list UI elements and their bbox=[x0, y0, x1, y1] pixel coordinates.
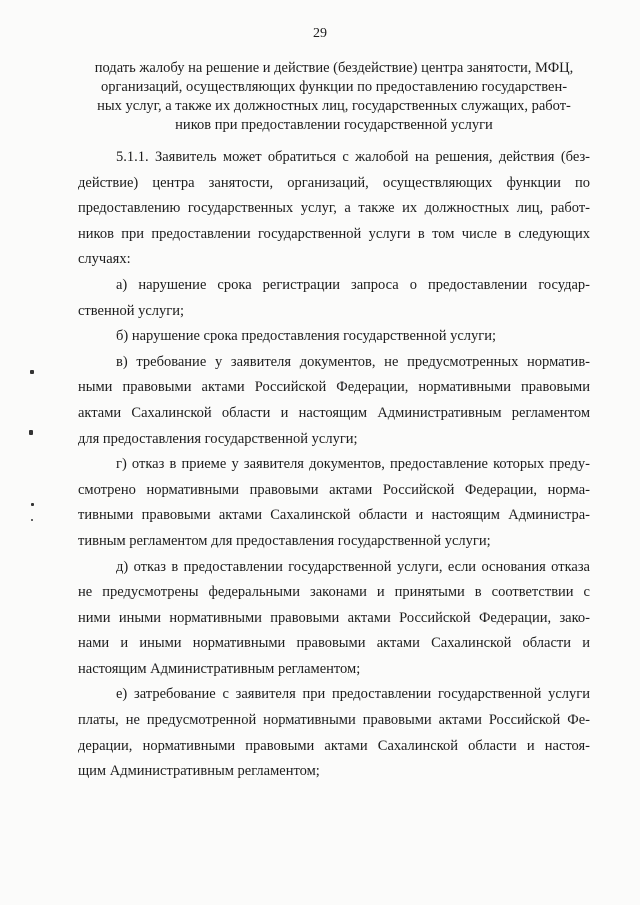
paragraph-line: тивными правовыми актами Сахалинской области и настоящим Администра- bbox=[78, 507, 590, 524]
paragraph-line: ственной услуги; bbox=[78, 302, 185, 319]
paragraph-line: для предоставления государственной услуги; bbox=[78, 430, 358, 447]
paragraph-line: г) отказ в приеме у заявителя документов, предоставление которых преду- bbox=[116, 456, 590, 473]
scan-speck bbox=[31, 503, 34, 506]
paragraph bbox=[78, 324, 590, 350]
paragraph-line: смотрено нормативными правовыми актами Российской Федерации, норма- bbox=[78, 481, 590, 498]
document-body bbox=[78, 145, 590, 785]
paragraph-line: дерации, нормативными правовыми актами Сахалинской области и настоя- bbox=[78, 737, 590, 754]
paragraph-line: платы, не предусмотренной нормативными правовыми актами Российской Фе- bbox=[78, 712, 590, 729]
paragraph-line: не предусмотрены федеральными законами и принятыми в соответствии с bbox=[78, 584, 590, 601]
paragraph-line: щим Административным регламентом; bbox=[78, 763, 320, 780]
scan-speck bbox=[30, 370, 34, 374]
paragraph-line: а) нарушение срока регистрации запроса о предоставлении государ- bbox=[116, 276, 590, 293]
paragraph bbox=[78, 273, 590, 324]
paragraph-line: д) отказ в предоставлении государственной услуги, если основания отказа bbox=[116, 558, 590, 575]
heading-line: подать жалобу на решение и действие (бездействие) центра занятости, МФЦ, bbox=[94, 60, 574, 76]
scan-speck bbox=[29, 430, 33, 435]
paragraph-line: случаях: bbox=[78, 251, 131, 268]
paragraph bbox=[78, 682, 590, 784]
heading-line: организаций, осуществляющих функции по предоставлению государствен- bbox=[100, 79, 568, 95]
paragraph-line: настоящим Административным регламентом; bbox=[78, 660, 361, 677]
paragraph-line: действие) центра занятости, организаций, осуществляющих функции по bbox=[78, 174, 590, 191]
section-heading bbox=[78, 59, 590, 135]
paragraph-line: ников при предоставлении государственной услуги в том числе в следующих bbox=[78, 225, 590, 242]
heading-line: ных услуг, а также их должностных лиц, государственных служащих, работ- bbox=[97, 98, 571, 114]
page-number: 29 bbox=[313, 26, 327, 41]
heading-line: ников при предоставлении государственной услуги bbox=[175, 117, 493, 133]
paragraph bbox=[78, 145, 590, 273]
paragraph bbox=[78, 555, 590, 683]
paragraph-line: тивным регламентом для предоставления государственной услуги; bbox=[78, 532, 491, 549]
paragraph-line: ными правовыми актами Российской Федерации, нормативными правовыми bbox=[78, 379, 590, 396]
paragraph-line: нами и иными нормативными правовыми актами Сахалинской области и bbox=[78, 635, 590, 652]
scan-speck bbox=[31, 519, 33, 521]
paragraph-line: 5.1.1. Заявитель может обратиться с жалобой на решения, действия (без- bbox=[116, 149, 590, 165]
paragraph-line: б) нарушение срока предоставления государственной услуги; bbox=[116, 328, 496, 345]
paragraph bbox=[78, 350, 590, 452]
paragraph bbox=[78, 452, 590, 554]
paragraph-line: е) затребование с заявителя при предоставлении государственной услуги bbox=[116, 686, 590, 703]
paragraph-line: предоставлению государственных услуг, а также их должностных лиц, работ- bbox=[78, 200, 590, 217]
paragraph-line: актами Сахалинской области и настоящим Административным регламентом bbox=[78, 404, 590, 421]
paragraph-line: ними иными нормативными правовыми актами Российской Федерации, зако- bbox=[78, 609, 590, 626]
paragraph-line: в) требование у заявителя документов, не предусмотренных норматив- bbox=[116, 353, 590, 370]
